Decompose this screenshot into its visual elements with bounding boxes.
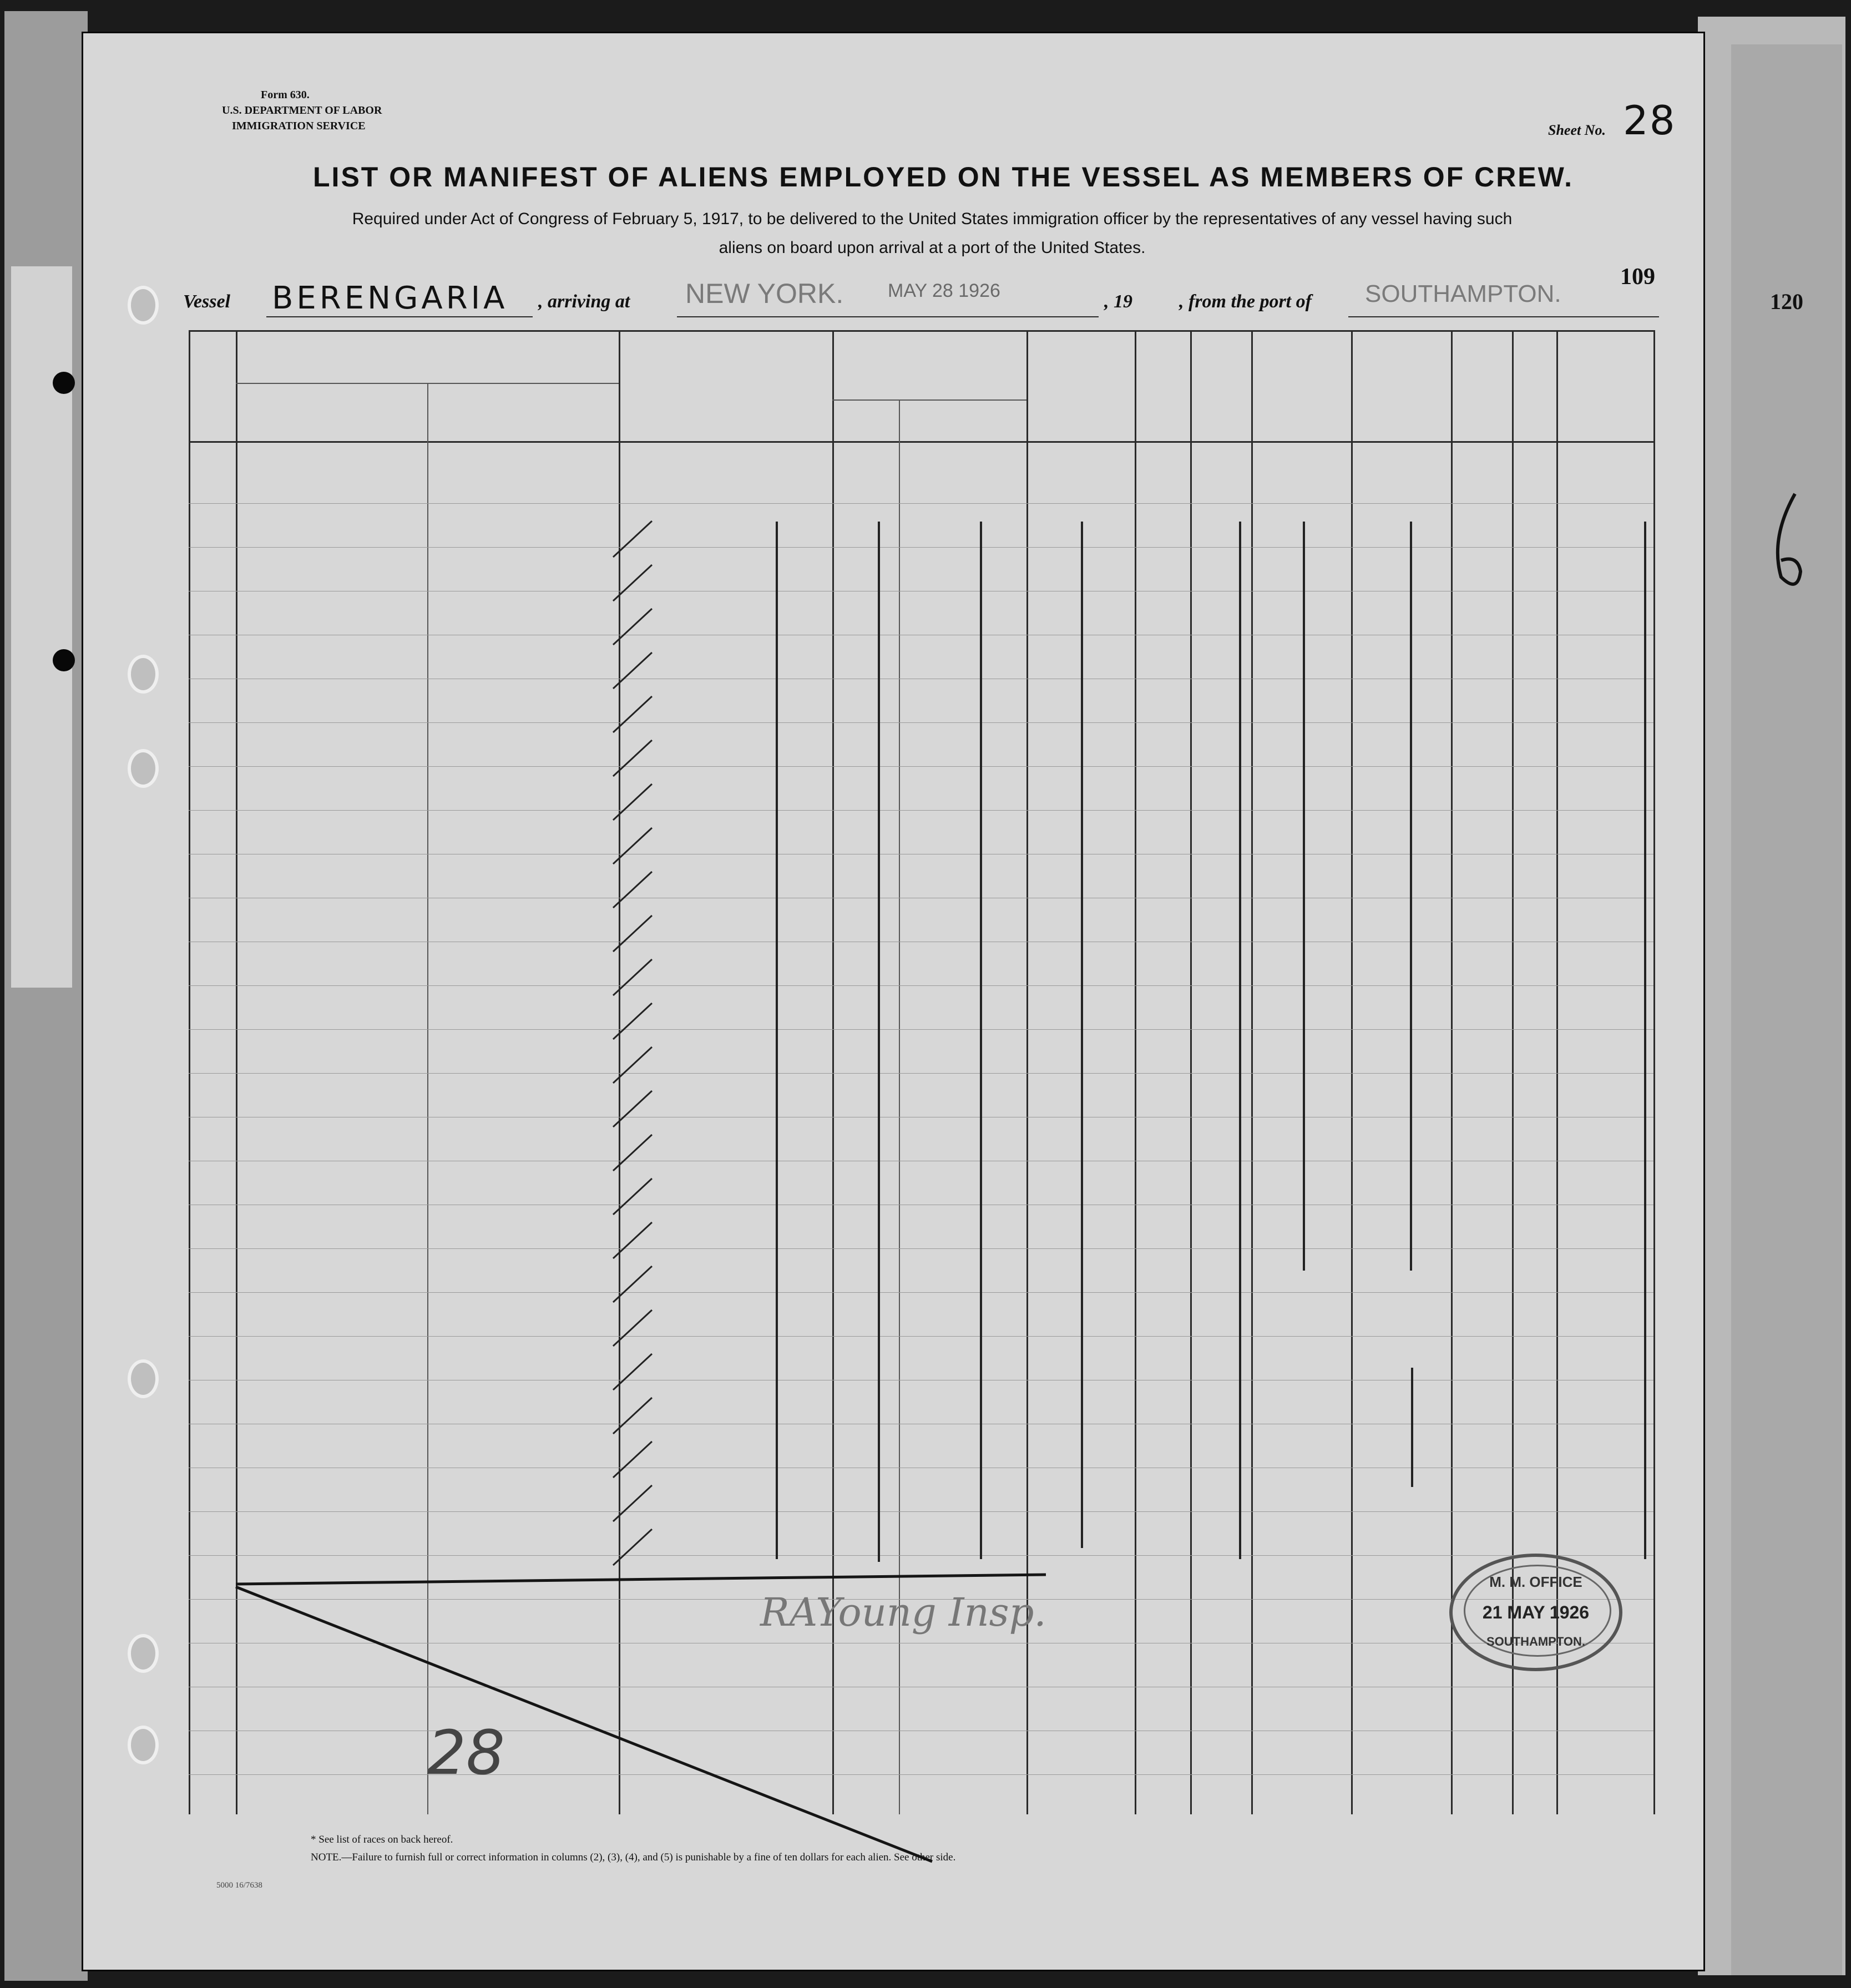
stamp-top-text: M. M. OFFICE [1489, 1574, 1582, 1590]
cancellation-marks [83, 33, 1703, 1970]
binding-hole [53, 372, 75, 394]
margin-mark-six [1764, 488, 1809, 599]
form-number: Form 630. [261, 89, 310, 101]
punch-hole [128, 655, 159, 694]
margin-number: 120 [1770, 289, 1803, 314]
service: IMMIGRATION SERVICE [232, 120, 366, 132]
race-footnote: * See list of races on back hereof. [311, 1834, 453, 1845]
departure-port: SOUTHAMPTON. [1365, 280, 1561, 307]
department: U.S. DEPARTMENT OF LABOR [222, 104, 382, 117]
stamp-bottom-text: SOUTHAMPTON. [1486, 1635, 1586, 1648]
sheet-label: Sheet No. [1548, 122, 1606, 138]
punch-hole [128, 1359, 159, 1398]
print-code: 5000 16/7638 [216, 1881, 262, 1890]
arriving-port: NEW YORK. [685, 278, 844, 309]
inspector-signature: RAYoung Insp. [760, 1590, 1046, 1635]
subtitle-line-2: aliens on board upon arrival at a port of the United States. [719, 239, 1146, 257]
binding-hole [53, 649, 75, 671]
arrival-date: MAY 28 1926 [888, 280, 1000, 301]
punch-hole [128, 1634, 159, 1673]
marginal-number: 28 [427, 1717, 505, 1788]
vessel-label: Vessel [183, 291, 230, 312]
year-label: , 19 [1104, 291, 1132, 312]
subtitle-line-1: Required under Act of Congress of February 5, 1917, to be delivered to the United States immigration officer by the representatives of any vessel having such [352, 210, 1513, 228]
manifest-sheet [83, 33, 1703, 1970]
vessel-name: BERENGARIA [272, 280, 508, 316]
arriving-label: , arriving at [538, 291, 630, 312]
punch-hole [128, 749, 159, 788]
punch-hole [128, 286, 159, 325]
sheet-number: 28 [1623, 97, 1676, 144]
stamp-date: 21 MAY 1926 [1482, 1602, 1590, 1622]
page-title: LIST OR MANIFEST OF ALIENS EMPLOYED ON THE VESSEL AS MEMBERS OF CREW. [313, 161, 1574, 193]
underlying-sheet-right-2 [1731, 44, 1842, 1975]
penalty-note: NOTE.—Failure to furnish full or correct information in columns (2), (3), (4), and (5) is punishable by a fine of ten dollars for each alien. See other side. [311, 1852, 956, 1863]
punch-hole [128, 1726, 159, 1764]
from-label: , from the port of [1179, 291, 1312, 312]
stamp-number: 109 [1620, 264, 1655, 290]
